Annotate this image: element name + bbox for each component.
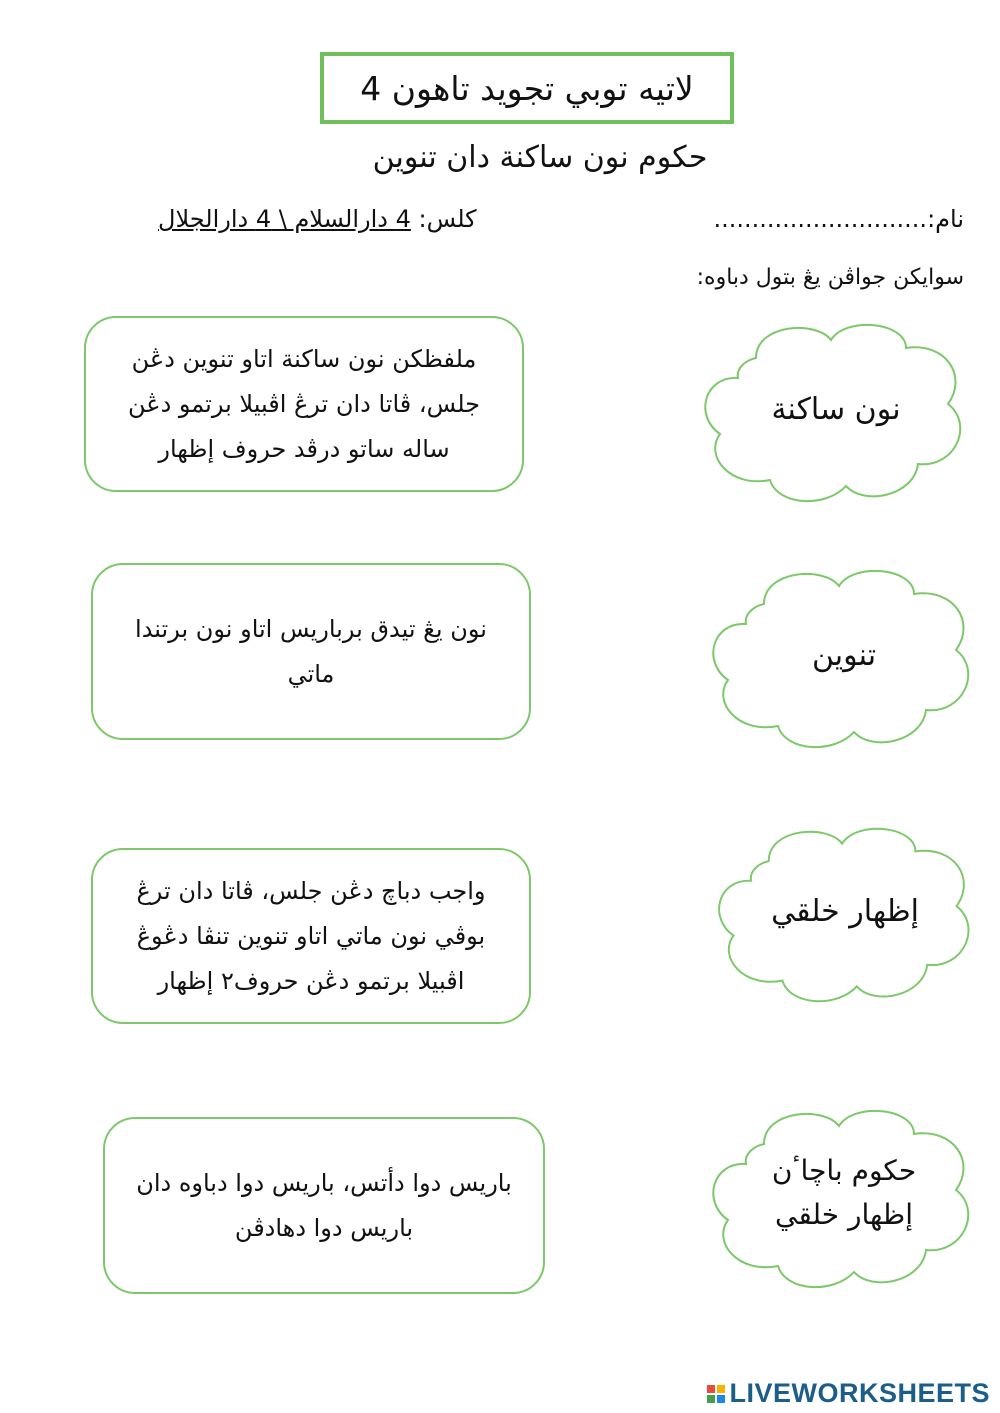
definition-box-3[interactable] — [91, 848, 531, 1024]
instruction-text: سوايكن جواڤن يڠ بتول دباوه: — [696, 265, 964, 290]
definition-text: ملفظكن نون ساكنة اتاو تنوين دڠن جلس، ڤاتا دان ترڠ اڤبيلا برتمو دڠن ساله ساتو درڤد حروف إظهار — [128, 344, 480, 463]
cloud-term-1: نون ساكنة — [771, 392, 901, 427]
definition-box-1[interactable] — [84, 316, 524, 492]
cloud-term-3: إظهار خلقي — [771, 894, 919, 929]
worksheet-subtitle: حكوم نون ساكنة دان تنوين — [372, 140, 708, 175]
definition-text: واجب دباچ دڠن جلس، ڤاتا دان ترڠ بوڤي نون ماتي اتاو تنوين تنڤا دڠوڠ اڤبيلا برتمو دڠن حروف٢ إظهار — [136, 876, 486, 995]
definition-text: باريس دوا دأتس، باريس دوا دباوه دان باريس دوا دهادڤن — [136, 1168, 512, 1242]
definition-text: نون يڠ تيدق برباريس اتاو نون برتندا ماتي — [135, 614, 487, 688]
definition-box-4[interactable] — [103, 1117, 545, 1294]
class-value: 4 دارالسلام \ 4 دارالجلال — [158, 205, 411, 233]
logo-grid-icon — [707, 1385, 725, 1403]
cloud-term-4: حكوم باچاٴن إظهار خلقي — [771, 1154, 917, 1231]
student-name-field: نام:............................ — [713, 205, 964, 233]
logo-text: LIVEWORKSHEETS — [729, 1378, 990, 1408]
definition-box-2[interactable] — [91, 563, 531, 740]
liveworksheets-logo — [707, 1378, 990, 1409]
student-class-field — [158, 205, 477, 233]
worksheet-title-text: لاتيه توبي تجويد تاهون 4 — [360, 68, 694, 108]
class-label: كلس: — [418, 205, 477, 233]
worksheet-title — [320, 52, 734, 124]
cloud-term-2: تنوين — [811, 638, 877, 673]
